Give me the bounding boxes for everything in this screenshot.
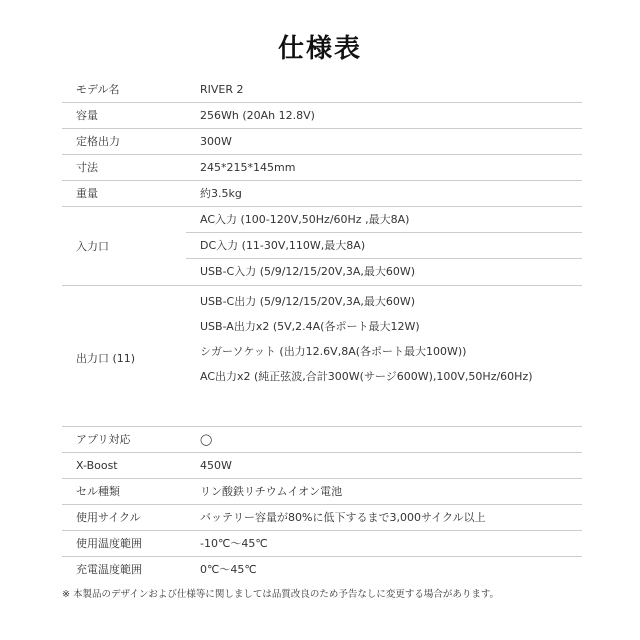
spec-row-model <box>62 77 582 103</box>
input-item <box>186 207 582 233</box>
spec-row-weight <box>62 181 582 207</box>
row-value: バッテリー容量が80%に低下するまで3,000サイクル以上 <box>200 511 486 524</box>
row-label: 容量 <box>76 109 98 122</box>
row-label: 充電温度範囲 <box>76 563 142 576</box>
spec-row-capacity <box>62 103 582 129</box>
row-label: 定格出力 <box>76 135 120 148</box>
row-value: 0℃～45℃ <box>200 563 257 576</box>
page-title: 仕様表 <box>277 34 362 64</box>
row-label: 使用温度範囲 <box>76 537 142 550</box>
row-label: 寸法 <box>76 161 98 174</box>
spec-row-cycle <box>62 505 582 531</box>
row-value: 450W <box>200 459 232 472</box>
row-value: -10℃～45℃ <box>200 537 268 550</box>
app-support-icon: ◯ <box>200 433 213 446</box>
output-item <box>186 339 582 364</box>
output-item <box>186 314 582 339</box>
row-value: 256Wh (20Ah 12.8V) <box>200 109 315 122</box>
output-value: USB-C出力 (5/9/12/15/20V,3A,最大60W) <box>200 295 416 308</box>
input-item <box>186 259 582 285</box>
group-label: 入力口 <box>76 240 109 253</box>
spec-row-operating-temp <box>62 531 582 557</box>
group-label: 出力口 (11) <box>76 351 136 365</box>
spec-row-dimensions <box>62 155 582 181</box>
spec-row-charging-temp <box>62 557 582 583</box>
spec-row-cell-type <box>62 479 582 505</box>
row-value: リン酸鉄リチウムイオン電池 <box>200 485 343 498</box>
row-value: 300W <box>200 135 232 148</box>
disclaimer-note: ※ 本製品のデザインおよび仕様等に関しましては品質改良のため予告なしに変更する場合があります。 <box>62 589 500 600</box>
input-item <box>186 233 582 259</box>
row-value: RIVER 2 <box>200 83 244 96</box>
output-item <box>186 289 582 314</box>
input-value: USB-C入力 (5/9/12/15/20V,3A,最大60W) <box>200 265 416 278</box>
row-label: アプリ対応 <box>76 433 131 446</box>
row-value: 245*215*145mm <box>200 161 296 174</box>
spec-group-input <box>62 207 582 286</box>
spec-row-x-boost <box>62 453 582 479</box>
row-label: 使用サイクル <box>76 511 141 524</box>
row-label: 重量 <box>76 187 98 200</box>
spec-group-output <box>62 289 582 427</box>
output-value: USB-A出力x2 (5V,2.4A(各ポート最大12W) <box>200 320 420 333</box>
row-label: モデル名 <box>76 83 120 96</box>
row-label: X-Boost <box>76 459 118 472</box>
spec-row-app <box>62 427 582 453</box>
row-value: 約3.5kg <box>200 187 242 200</box>
output-item <box>186 364 582 389</box>
row-label: セル種類 <box>76 485 120 498</box>
output-value: シガーソケット (出力12.6V,8A(各ポート最大100W)) <box>200 345 467 358</box>
spec-table <box>62 77 582 583</box>
input-value: AC入力 (100-120V,50Hz/60Hz ,最大8A) <box>200 213 410 226</box>
spec-row-rated-output <box>62 129 582 155</box>
input-value: DC入力 (11-30V,110W,最大8A) <box>200 239 366 252</box>
output-value: AC出力x2 (純正弦波,合計300W(サージ600W),100V,50Hz/60Hz) <box>200 370 533 383</box>
